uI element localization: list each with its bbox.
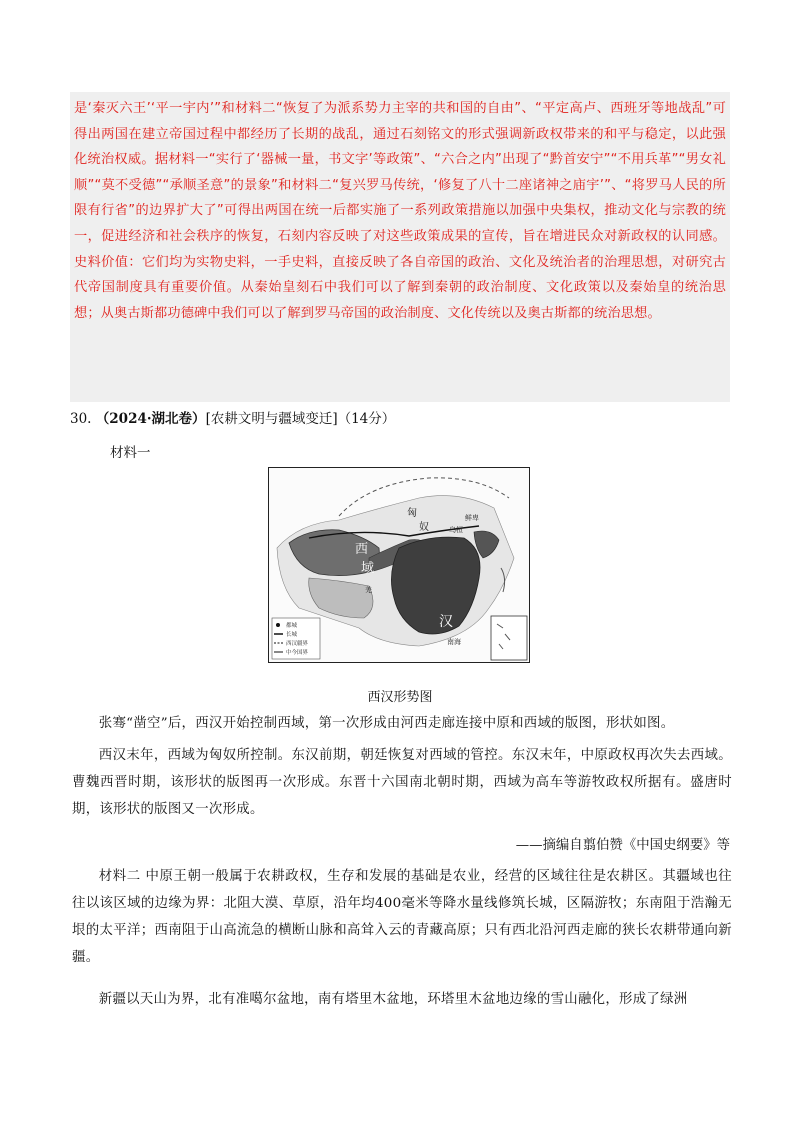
question-source: （2024·湖北卷） bbox=[95, 411, 206, 427]
question-topic: [农耕文明与疆域变迁]（14分） bbox=[205, 411, 396, 427]
material2-paragraph-1: 材料二 中原王朝一般属于农耕政权，生存和发展的基础是农业，经营的区域往往是农耕区。其疆域也往往以该区域的边缘为界：北阻大漠、草原，沿年均400毫米等降水量线修筑长城，区隔游牧；东南阻于浩瀚无垠的太平洋；西南阻于山高流急的横断山脉和高耸入云的青藏高原；只有西北沿河西走廊的狭长农耕带通向新疆。 bbox=[72, 869, 732, 965]
map-caption: 西汉形势图 bbox=[367, 690, 433, 705]
answer-analysis-box bbox=[70, 92, 730, 402]
legend-capital: 都城 bbox=[286, 623, 298, 629]
material2-paragraph-2: 新疆以天山为界，北有准噶尔盆地，南有塔里木盆地，环塔里木盆地边缘的雪山融化，形成了绿洲 bbox=[98, 992, 688, 1007]
legend-wall: 长城 bbox=[286, 632, 298, 638]
south-sea-inset bbox=[491, 616, 527, 660]
material1-label: 材料一 bbox=[110, 445, 151, 461]
map-label-nanhai: 南海 bbox=[447, 638, 461, 646]
question-number: 30. bbox=[70, 411, 92, 427]
map-label-nu: 奴 bbox=[419, 522, 429, 533]
map-drawing bbox=[269, 468, 529, 662]
map-label-wuhuan: 乌桓 bbox=[449, 526, 463, 534]
legend-han-border: 西汉疆界 bbox=[286, 641, 309, 647]
legend-modern-border: 中今国界 bbox=[286, 650, 309, 656]
western-han-map bbox=[268, 467, 530, 663]
material1-paragraph-1: 张骞“凿空”后，西汉开始控制西域，第一次形成由河西走廊连接中原和西域的版图，形状如图。 bbox=[98, 716, 675, 731]
map-label-xi: 西 bbox=[355, 542, 369, 557]
map-label-yu: 域 bbox=[361, 561, 375, 576]
question-header bbox=[70, 410, 395, 428]
map-label-qiang: 羌 bbox=[365, 586, 372, 594]
map-label-han: 汉 bbox=[439, 614, 453, 630]
answer-analysis-text: 是‘秦灭六王’‘平一宇内’”和材料二“恢复了为派系势力主宰的共和国的自由”、“平定高卢、西班牙等地战乱”可得出两国在建立帝国过程中都经历了长期的战乱，通过石刻铭文的形式强调新政权带来的和平与稳定，以此强化统治权威。据材料一“实行了‘器械一量，书文字’等政策”、“六合之内”出现了“黔首安宁”“不用兵革”“男女礼顺”“莫不受德”“承顺圣意”的景象”和材料二“复兴罗马传统，‘修复了八十二座诸神之庙宇’”、“将罗马人民的所限有行省”的边界扩大了”可得出两国在统一后都实施了一系列政策措施以加强中央集权，推动文化与宗教的统一，促进经济和社会秩序的恢复，石刻内容反映了对这些政策成果的宣传，旨在增进民众对新政权的认同感。 史料价值：它们均为实物史料，一手史料，直接反映了各自帝国的政治、文化及统治者的治理思想，对研究古代帝国制度具有重要价值。从秦始皇刻石中我们可以了解到秦朝的政治制度、文化政策以及秦始皇的统治思想；从奥古斯都功德碑中我们可以了解到罗马帝国的政治制度、文化传统以及奥古斯都的统治思想。 bbox=[74, 101, 726, 321]
material1-source: ——摘编自翦伯赞《中国史纲要》等 bbox=[515, 838, 730, 853]
map-label-xiong: 匈 bbox=[407, 508, 417, 519]
material1-paragraph-2: 西汉末年，西域为匈奴所控制。东汉前期，朝廷恢复对西域的管控。东汉末年，中原政权再次失去西域。曹魏西晋时期，该形状的版图再一次形成。东晋十六国南北朝时期，西域为高车等游牧政权所据有。盛唐时期，该形状的版图又一次形成。 bbox=[72, 748, 732, 817]
map-label-xianbei: 鲜卑 bbox=[465, 514, 479, 522]
